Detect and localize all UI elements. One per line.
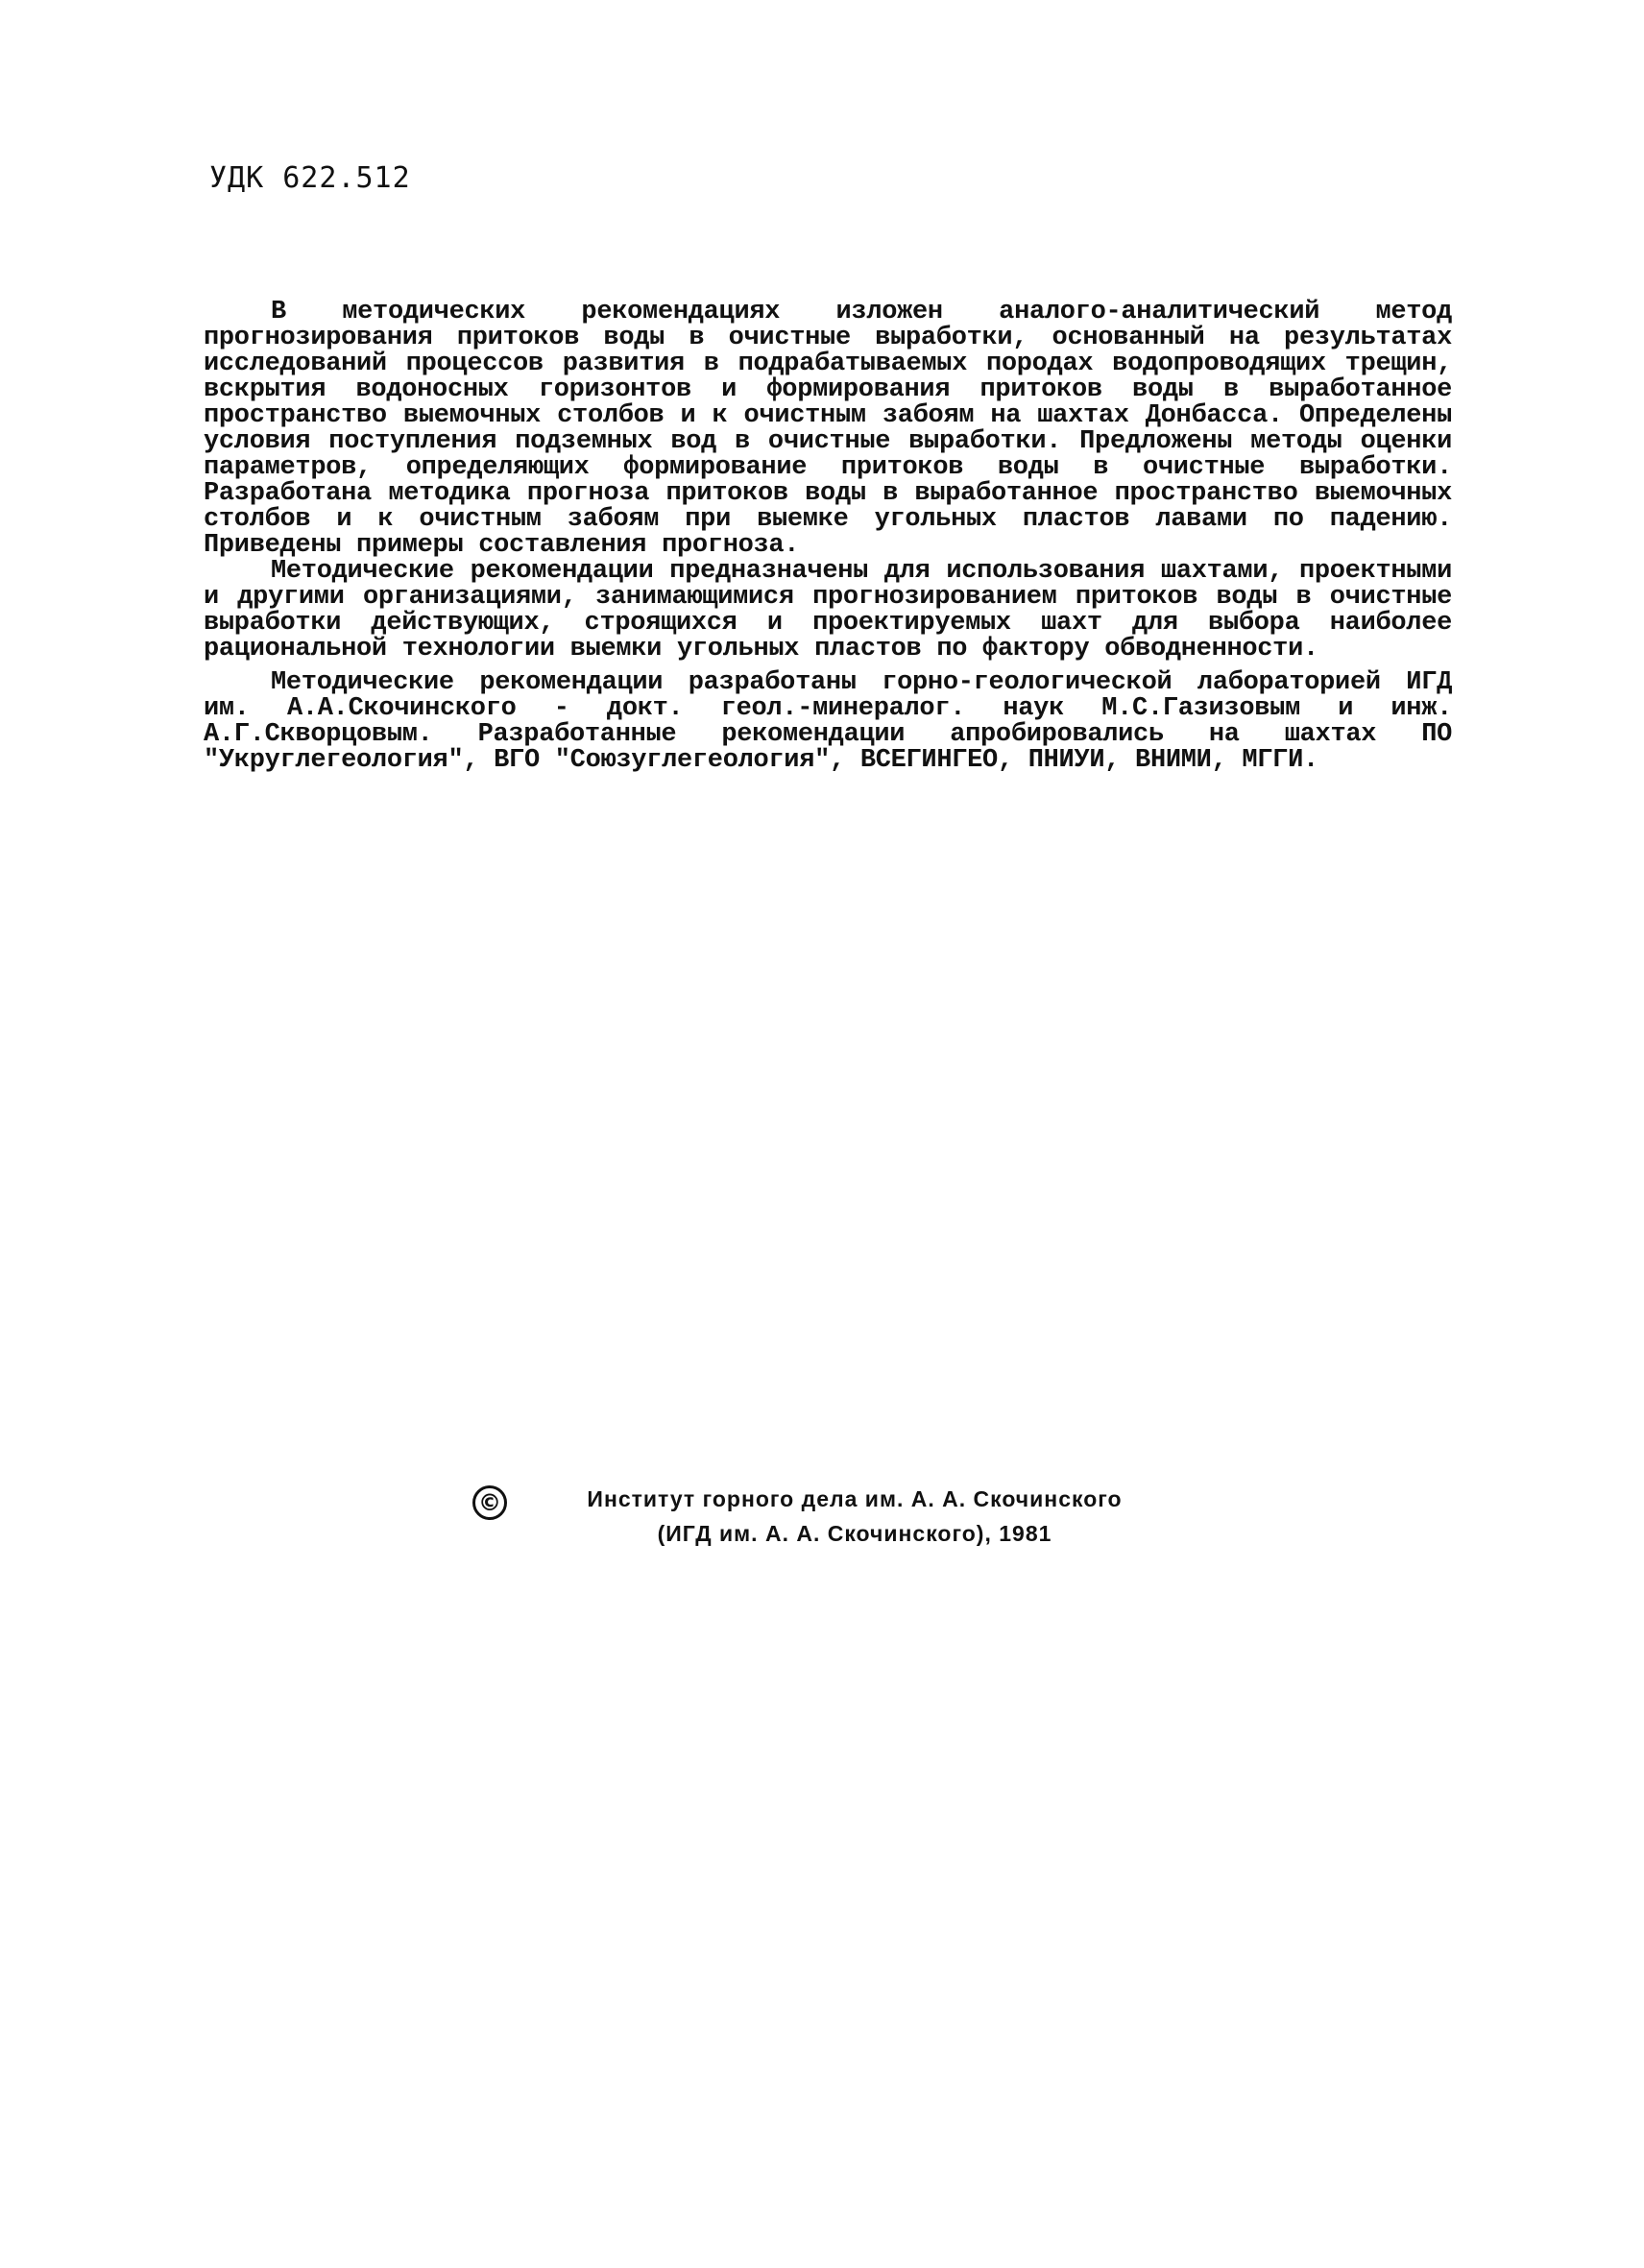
copyright-year: (ИГД им. А. А. Скочинского), 1981	[657, 1521, 1052, 1546]
abstract-paragraph-1: В методических рекомендациях изложен аналого-аналитический метод прогнозирования притоков воды в очистные выработки, основанный на результатах исследований процессов развития в подрабатываемых породах водопроводящих трещин, вскрытия водоносных горизонтов и формирования притоков воды в выработанное пространство выемочных столбов и к очистным забоям на шахтах Донбасса. Определены условия поступления подземных вод в очистные выработки. Предложены методы оценки параметров, определяющих формирование притоков воды в очистные выработки. Разработана методика прогноза притоков воды в выработанное пространство выемочных столбов и к очистным забоям при выемке угольных пластов лавами по падению. Приведены примеры составления прогноза.	[204, 298, 1452, 560]
copyright-notice	[472, 1482, 1241, 1558]
copyright-icon: ©	[472, 1485, 507, 1520]
abstract-paragraph-3: Методические рекомендации разработаны горно-геологической лабораторией ИГД им. А.А.Скочинского - докт. геол.-минералог. наук М.С.Газизовым и инж. А.Г.Скворцовым. Разработанные рекомендации апробировались на шахтах ПО "Укруглегеология", ВГО "Союзуглегеология", ВСЕГИНГЕО, ПНИУИ, ВНИМИ, МГГИ.	[204, 668, 1452, 775]
udk-code: УДК 622.512	[209, 161, 411, 195]
abstract-paragraph-2: Методические рекомендации предназначены для использования шахтами, проектными и другими организациями, занимающимися прогнозированием притоков воды в очистные выработки действующих, строящихся и проектируемых шахт для выбора наиболее рациональной технологии выемки угольных пластов по фактору обводненности.	[204, 557, 1452, 664]
copyright-text	[586, 1482, 1124, 1551]
abstract-text	[204, 300, 1452, 774]
copyright-institute: Институт горного дела им. А. А. Скочинского	[587, 1486, 1123, 1511]
